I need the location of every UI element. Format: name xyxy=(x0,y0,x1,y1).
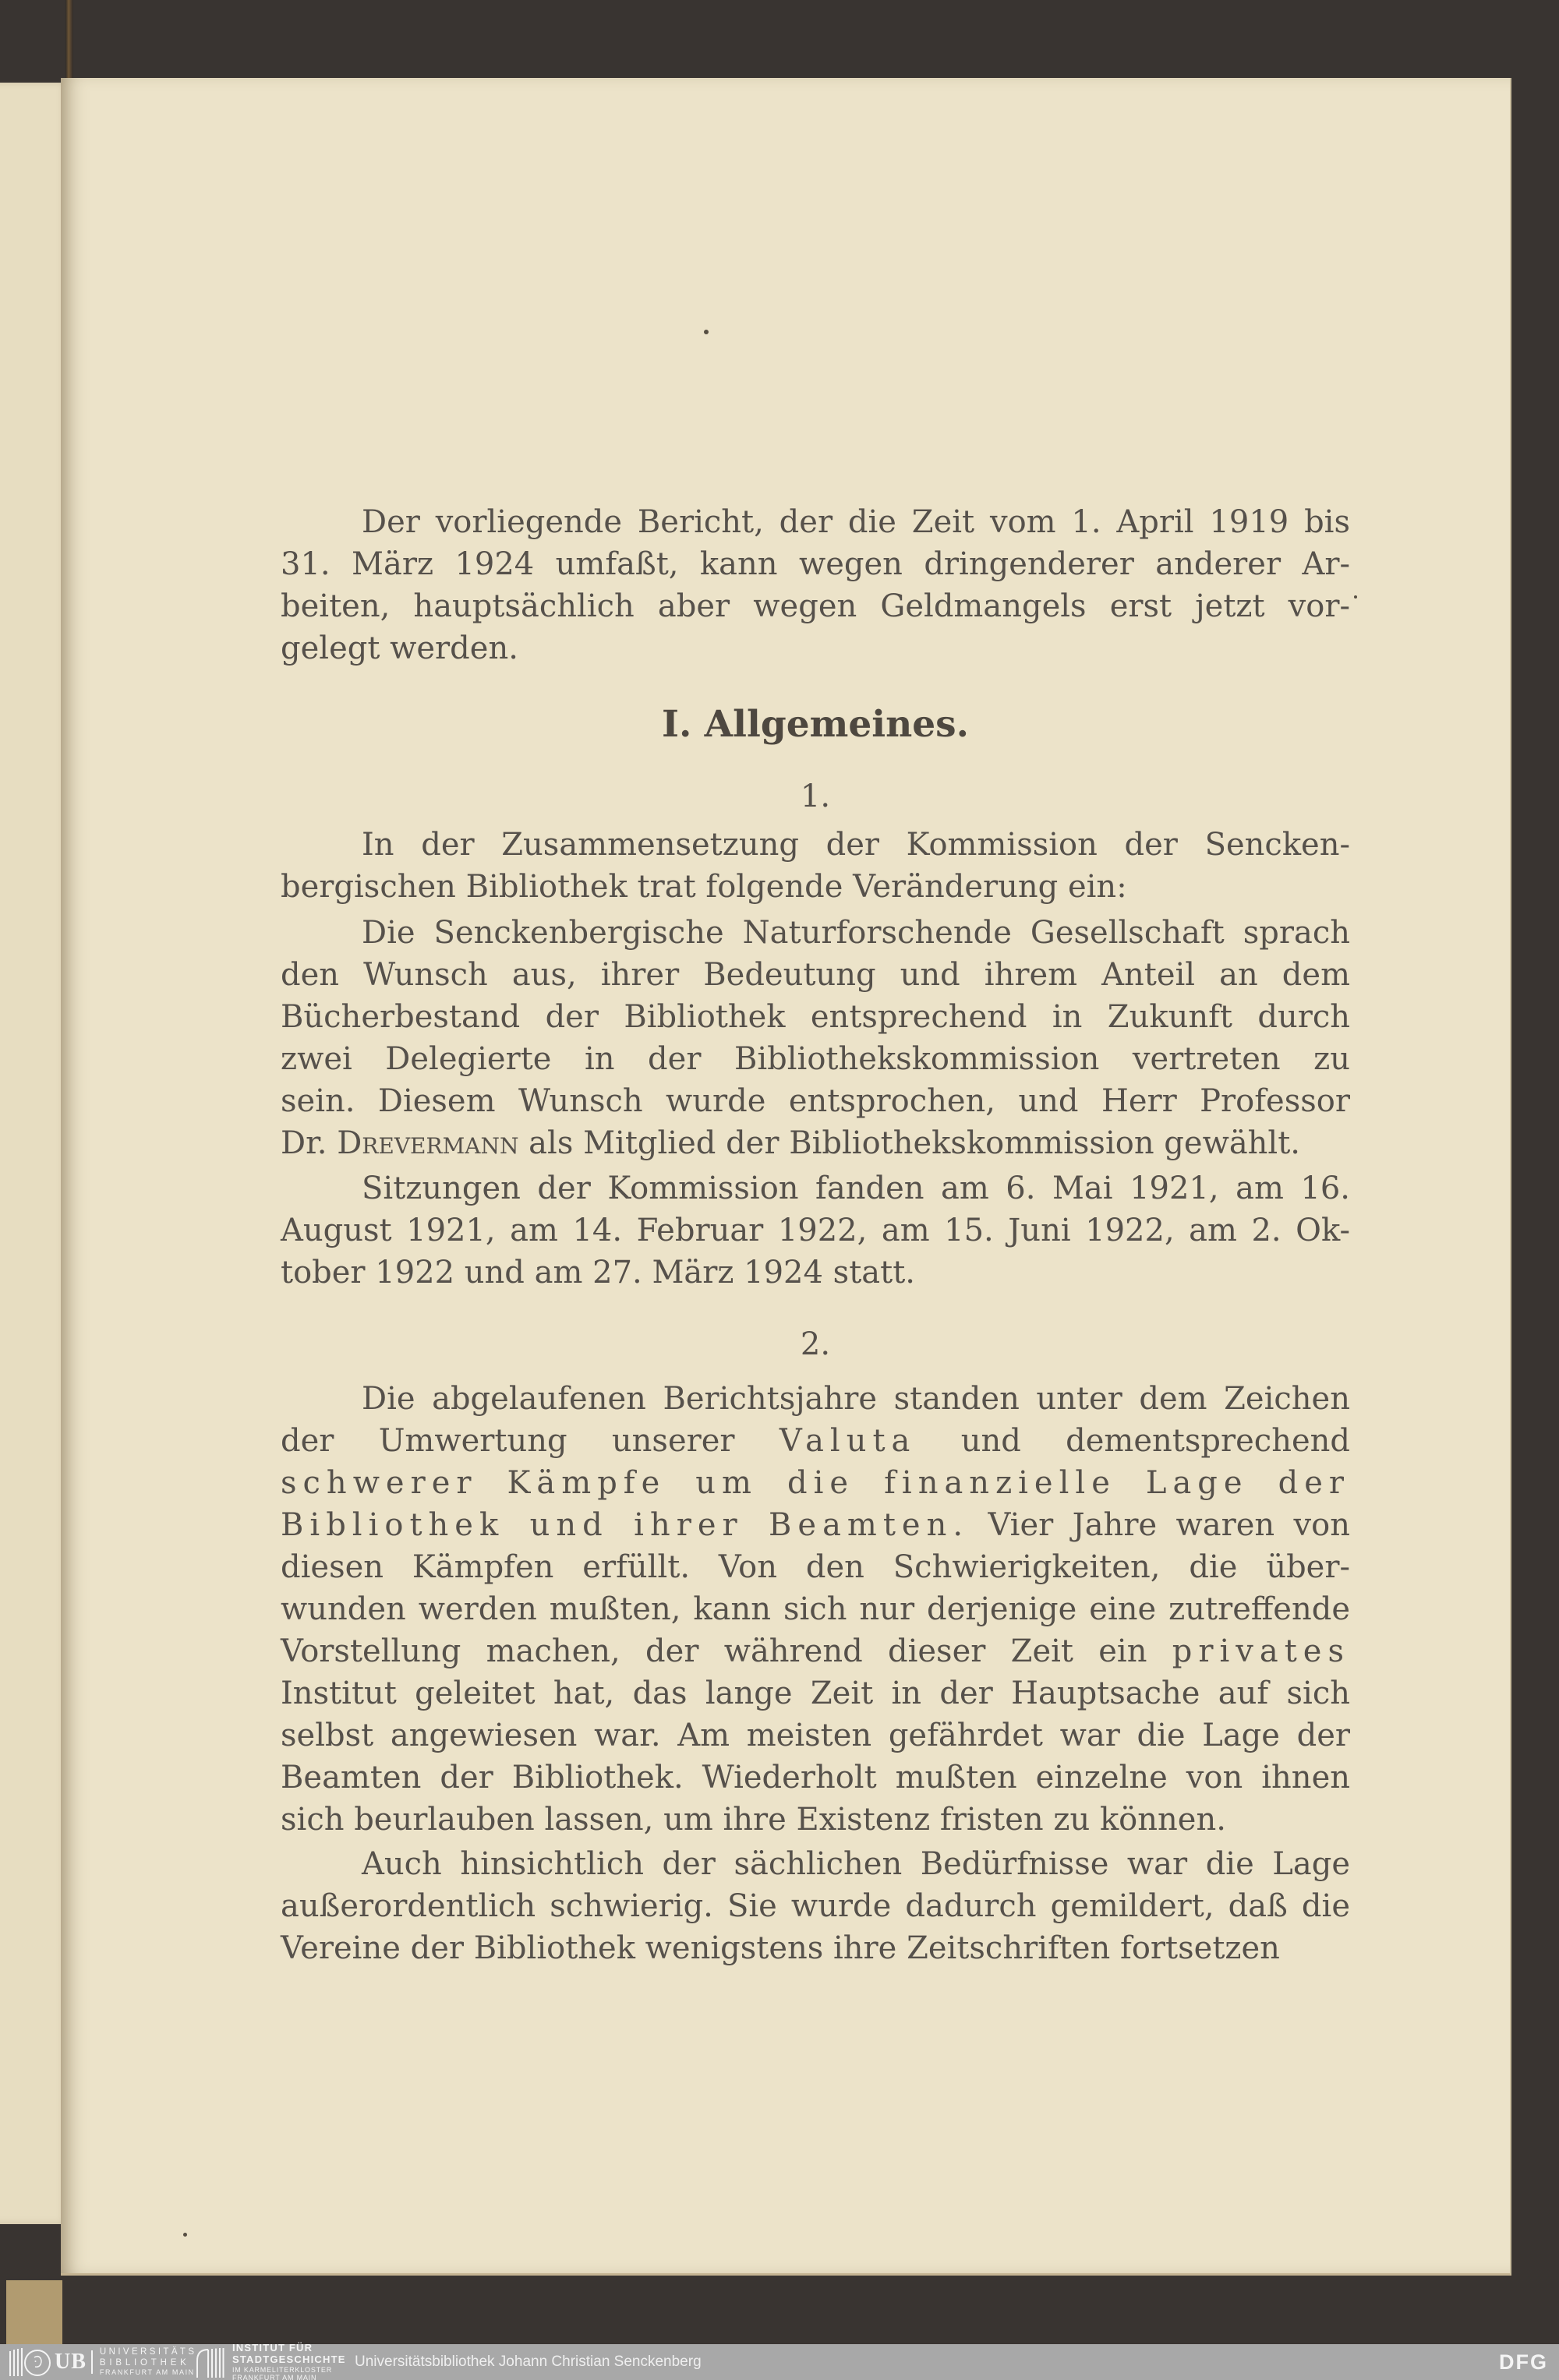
section-number: 2. xyxy=(800,1326,831,1362)
text-segment: 31. März 1924 umfaßt, kann wegen dringenderer anderer Ar- xyxy=(281,546,1350,582)
text-segment: selbst angewiesen war. Am meisten gefährdet war die Lage der xyxy=(281,1718,1350,1753)
book-fold-edge xyxy=(65,0,73,81)
text-line xyxy=(281,1038,1350,1080)
text-line xyxy=(281,1799,1350,1841)
emphasized-spaced-text: schwerer Kämpfe um die finanzielle Lage der xyxy=(281,1465,1350,1501)
ub-abbr-label: UB xyxy=(55,2350,87,2374)
text-line xyxy=(281,1546,1350,1588)
text-segment: Der vorliegende Bericht, der die Zeit vom 1. April 1919 bis xyxy=(362,504,1350,540)
text-segment: In der Zusammensetzung der Kommission der Sencken- xyxy=(362,827,1350,863)
text-segment: Sitzungen der Kommission fanden am 6. Mai 1921, am 16. xyxy=(362,1171,1350,1206)
text-line xyxy=(281,501,1350,543)
text-segment: der Umwertung unserer xyxy=(281,1423,780,1459)
text-line xyxy=(281,1630,1350,1672)
text-line xyxy=(281,543,1350,585)
text-line xyxy=(281,1420,1350,1462)
institute-line4: FRANKFURT AM MAIN xyxy=(232,2374,317,2380)
institute-line1: INSTITUT FÜR xyxy=(232,2342,313,2354)
text-line xyxy=(281,824,1350,866)
text-line xyxy=(281,1252,1350,1294)
text-segment: beiten, hauptsächlich aber wegen Geldmangels erst jetzt vor- xyxy=(281,588,1350,624)
text-line xyxy=(281,1588,1350,1630)
text-segment: Institut geleitet hat, das lange Zeit in der Hauptsache auf sich xyxy=(281,1676,1350,1711)
paper-speck xyxy=(704,330,709,334)
emphasized-spaced-text: privates xyxy=(1172,1633,1350,1669)
text-segment: bergischen Bibliothek trat folgende Veränderung ein: xyxy=(281,869,1127,905)
text-segment: Beamten der Bibliothek. Wiederholt mußten einzelne von ihnen xyxy=(281,1760,1350,1796)
paper-speck xyxy=(183,2233,187,2237)
text-segment: Auch hinsichtlich der sächlichen Bedürfnisse war die Lage xyxy=(362,1846,1350,1882)
text-segment: außerordentlich schwierig. Sie wurde dadurch gemildert, daß die xyxy=(281,1888,1350,1924)
ub-line2: BIBLIOTHEK xyxy=(99,2357,190,2368)
ub-line1: UNIVERSITÄTS xyxy=(99,2347,197,2357)
footer-logo-divider xyxy=(91,2350,93,2374)
book-spine-patch xyxy=(6,2280,62,2344)
section-heading: I. Allgemeines. xyxy=(661,703,970,746)
text-segment: Vorstellung machen, der während dieser Zeit ein xyxy=(281,1633,1172,1669)
text-line xyxy=(281,1462,1350,1504)
ub-line3: FRANKFURT AM MAIN xyxy=(99,2368,195,2377)
text-line xyxy=(281,1843,1350,1885)
library-name-label: Universitätsbibliothek Johann Christian Senckenberg xyxy=(355,2354,702,2370)
dfg-logo[interactable]: DFG xyxy=(1499,2350,1548,2374)
paragraph xyxy=(281,1167,1350,1294)
institute-line2: STADTGESCHICHTE xyxy=(232,2354,346,2366)
text-segment: zwei Delegierte in der Bibliothekskommission vertreten zu xyxy=(281,1041,1350,1077)
text-line xyxy=(281,1209,1350,1252)
text-line xyxy=(281,1080,1350,1122)
emphasized-spaced-text: Bibliothek und ihrer Beamten. xyxy=(281,1507,970,1543)
emphasized-spaced-text: Valuta xyxy=(779,1423,917,1459)
text-segment: Dr. xyxy=(281,1125,338,1161)
text-line xyxy=(281,954,1350,996)
section-number: 1. xyxy=(800,779,831,814)
paragraph xyxy=(281,1378,1350,1841)
text-segment: Die abgelaufenen Berichtsjahre standen unter dem Zeichen xyxy=(362,1381,1350,1417)
text-segment: gelegt werden. xyxy=(281,630,518,666)
text-segment: den Wunsch aus, ihrer Bedeutung und ihrem Anteil an dem xyxy=(281,957,1350,993)
text-segment: Vier Jahre waren von xyxy=(969,1507,1351,1543)
gothic-arch-icon xyxy=(195,2346,224,2378)
paper-speck xyxy=(1354,595,1357,599)
text-line xyxy=(281,1714,1350,1757)
text-line xyxy=(281,585,1350,627)
text-line xyxy=(281,996,1350,1038)
text-segment: und dementsprechend xyxy=(916,1423,1351,1459)
text-segment: als Mitglied der Bibliothekskommission gewählt. xyxy=(518,1125,1301,1161)
smallcaps-name: Drevermann xyxy=(337,1125,519,1161)
text-segment: sich beurlauben lassen, um ihre Existenz fristen zu können. xyxy=(281,1802,1226,1838)
text-line xyxy=(281,1504,1350,1546)
paragraph xyxy=(281,912,1350,1164)
text-segment: tober 1922 und am 27. März 1924 statt. xyxy=(281,1255,915,1291)
ub-logo[interactable] xyxy=(8,2344,196,2380)
text-line xyxy=(281,1672,1350,1714)
text-segment: Vereine der Bibliothek wenigstens ihre Zeitschriften fortsetzen xyxy=(281,1930,1280,1966)
text-line xyxy=(281,1927,1350,1969)
text-line xyxy=(281,1885,1350,1927)
institut-stadtgeschichte-logo[interactable] xyxy=(195,2344,346,2380)
text-segment: Die Senckenbergische Naturforschende Gesellschaft sprach xyxy=(362,915,1350,951)
text-line xyxy=(281,1167,1350,1209)
text-line xyxy=(281,1122,1350,1164)
text-segment: diesen Kämpfen erfüllt. Von den Schwierigkeiten, die über- xyxy=(281,1549,1350,1585)
text-segment: sein. Diesem Wunsch wurde entsprochen, und Herr Professor xyxy=(281,1083,1350,1119)
text-segment: wunden werden mußten, kann sich nur derjenige eine zutreffende xyxy=(281,1591,1350,1627)
text-line xyxy=(281,1378,1350,1420)
ub-logo-icon xyxy=(8,2346,53,2378)
paragraph xyxy=(281,501,1350,669)
text-line xyxy=(281,1757,1350,1799)
viewer-footer xyxy=(0,2344,1559,2380)
text-segment: August 1921, am 14. Februar 1922, am 15. Juni 1922, am 2. Ok- xyxy=(281,1213,1350,1248)
scanned-page xyxy=(61,78,1511,2276)
text-segment: Bücherbestand der Bibliothek entsprechend in Zukunft durch xyxy=(281,999,1350,1035)
text-column xyxy=(61,78,1510,2273)
paragraph xyxy=(281,824,1350,908)
paragraph xyxy=(281,1843,1350,1969)
institute-line3: IM KARMELITERKLOSTER xyxy=(232,2365,333,2374)
text-line xyxy=(281,912,1350,954)
text-line xyxy=(281,627,1350,669)
text-line xyxy=(281,866,1350,908)
